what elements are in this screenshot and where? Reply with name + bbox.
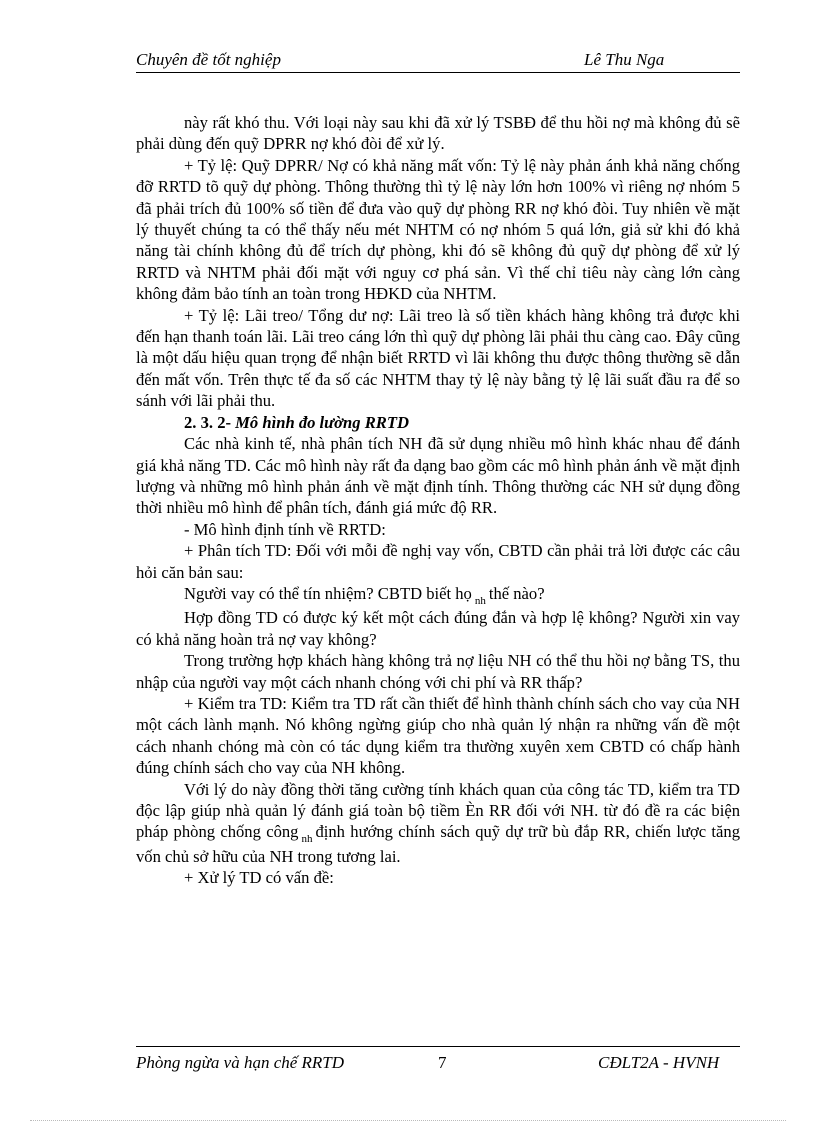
page-bottom-divider xyxy=(30,1120,786,1121)
page-header xyxy=(136,50,740,73)
paragraph-9: Trong trường hợp khách hàng không trả nợ liệu NH có thể thu hồi nợ bằng TS, thu nhập của người vay một cách nhanh chóng với chi phí và RR thấp? xyxy=(136,651,740,692)
paragraph-3: + Tỷ lệ: Lãi treo/ Tổng dư nợ: Lãi treo là số tiền khách hàng không trả được khi đến hạn thanh toán lãi. Lãi treo cáng lớn thì quỹ dự phòng lãi phải thu càng cao. Đây cũng là một dấu hiệu quan trọng để nhận biết RRTD vì lãi không thu được thông thường sẽ dẫn đến mất vốn. Trên thực tế đa số các NHTM thay tỷ lệ này bằng tỷ lệ lãi suất đầu ra để so sánh với lãi phải thu. xyxy=(136,305,740,411)
paragraph-7 xyxy=(136,583,740,607)
paragraph-1: này rất khó thu. Với loại này sau khi đã xử lý TSBĐ để thu hồi nợ mà không đủ sẽ phải dùng đến quỹ DPRR nợ khó đòi để xử lý. xyxy=(136,113,740,154)
section-title: Mô hình đo lường RRTD xyxy=(235,412,409,432)
paragraph-4: Các nhà kinh tế, nhà phân tích NH đã sử dụng nhiều mô hình khác nhau để đánh giá khả năng TD. Các mô hình này rất đa dạng bao gồm các mô hình phản ánh về mặt định lượng và những mô hình phản ánh về mặt định tính. Thông thường các NH sử dụng đồng thời nhiều mô hình để phân tích, đánh giá mức độ RR. xyxy=(136,434,740,518)
header-thesis-title: Chuyên đề tốt nghiệp xyxy=(136,50,281,69)
header-author: Lê Thu Nga xyxy=(584,50,665,69)
section-number: 2. 3. 2- xyxy=(184,412,232,432)
footer-chapter-title: Phòng ngừa và hạn chế RRTD xyxy=(136,1053,345,1072)
paragraph-12: + Xử lý TD có vấn đề: xyxy=(184,868,334,888)
paragraph-10: + Kiểm tra TD: Kiểm tra TD rất cần thiết để hình thành chính sách cho vay của NH một cách lành mạnh. Nó không ngừng giúp cho nhà quản lý nhận ra những vấn đề một cách nhanh chóng mà còn có tác dụng kiểm tra thường xuyên xem CBTD có chấp hành đúng chính sách cho vay của NH không. xyxy=(136,693,740,778)
paragraph-7-text-b: thế nào? xyxy=(488,583,545,603)
page-body xyxy=(136,112,740,889)
paragraph-11-text-a: Với lý do này đồng thời tăng cường tính khách quan của công tác TD, kiểm tra TD độc lập giúp nhà quản lý đánh giá toàn bộ tiềm Èn RR đối với NH. từ đó đề ra các biện pháp phòng chống công xyxy=(136,779,740,842)
footer-class-code: CĐLT2A - HVNH xyxy=(598,1053,720,1072)
page-number: 7 xyxy=(438,1053,447,1072)
paragraph-5: - Mô hình định tính về RRTD: xyxy=(184,519,386,539)
paragraph-7-text-a: Người vay có thể tín nhiệm? CBTD biết họ xyxy=(184,583,472,603)
page-footer xyxy=(136,1046,740,1087)
paragraph-7-subscript: nh xyxy=(474,594,486,607)
paragraph-11-subscript: nh xyxy=(301,833,313,846)
paragraph-11-text-b: định hướng chính sách quỹ dự trữ bù đắp RR, chiến lược tăng vốn chủ sở hữu của NH trong tương lai. xyxy=(136,822,741,866)
paragraph-8: Hợp đồng TD có được ký kết một cách đúng đắn và hợp lệ không? Người xin vay có khả năng hoàn trả nợ vay không? xyxy=(136,608,740,649)
paragraph-6: + Phân tích TD: Đối với mỗi đề nghị vay vốn, CBTD cần phải trả lời được các câu hỏi căn bản sau: xyxy=(136,541,740,582)
paragraph-2: + Tỷ lệ: Quỹ DPRR/ Nợ có khả năng mất vốn: Tỷ lệ này phản ánh khả năng chống đỡ RRTD tõ quỹ dự phòng. Thông thường thì tỷ lệ này lớn hơn 100% vì riêng nợ nhóm 5 đã phải trích đủ 100% số tiền để đưa vào quỹ dự phòng RR nợ khó đòi. Tuy nhiên về mặt lý thuyết chúng ta có thể thấy nếu mét NHTM có nợ nhóm 5 quá lớn, giả sử khi đó khả năng tài chính không đủ để trích dự phòng, khi đó sẽ không đủ quỹ dự phòng để xử lý RRTD và NHTM phải đối mặt với nguy cơ phá sản. Vì thế chỉ tiêu này càng lớn càng không đảm bảo tính an toàn trong HĐKD của NHTM. xyxy=(136,155,740,304)
paragraph-11 xyxy=(136,779,740,868)
section-heading xyxy=(136,412,740,433)
